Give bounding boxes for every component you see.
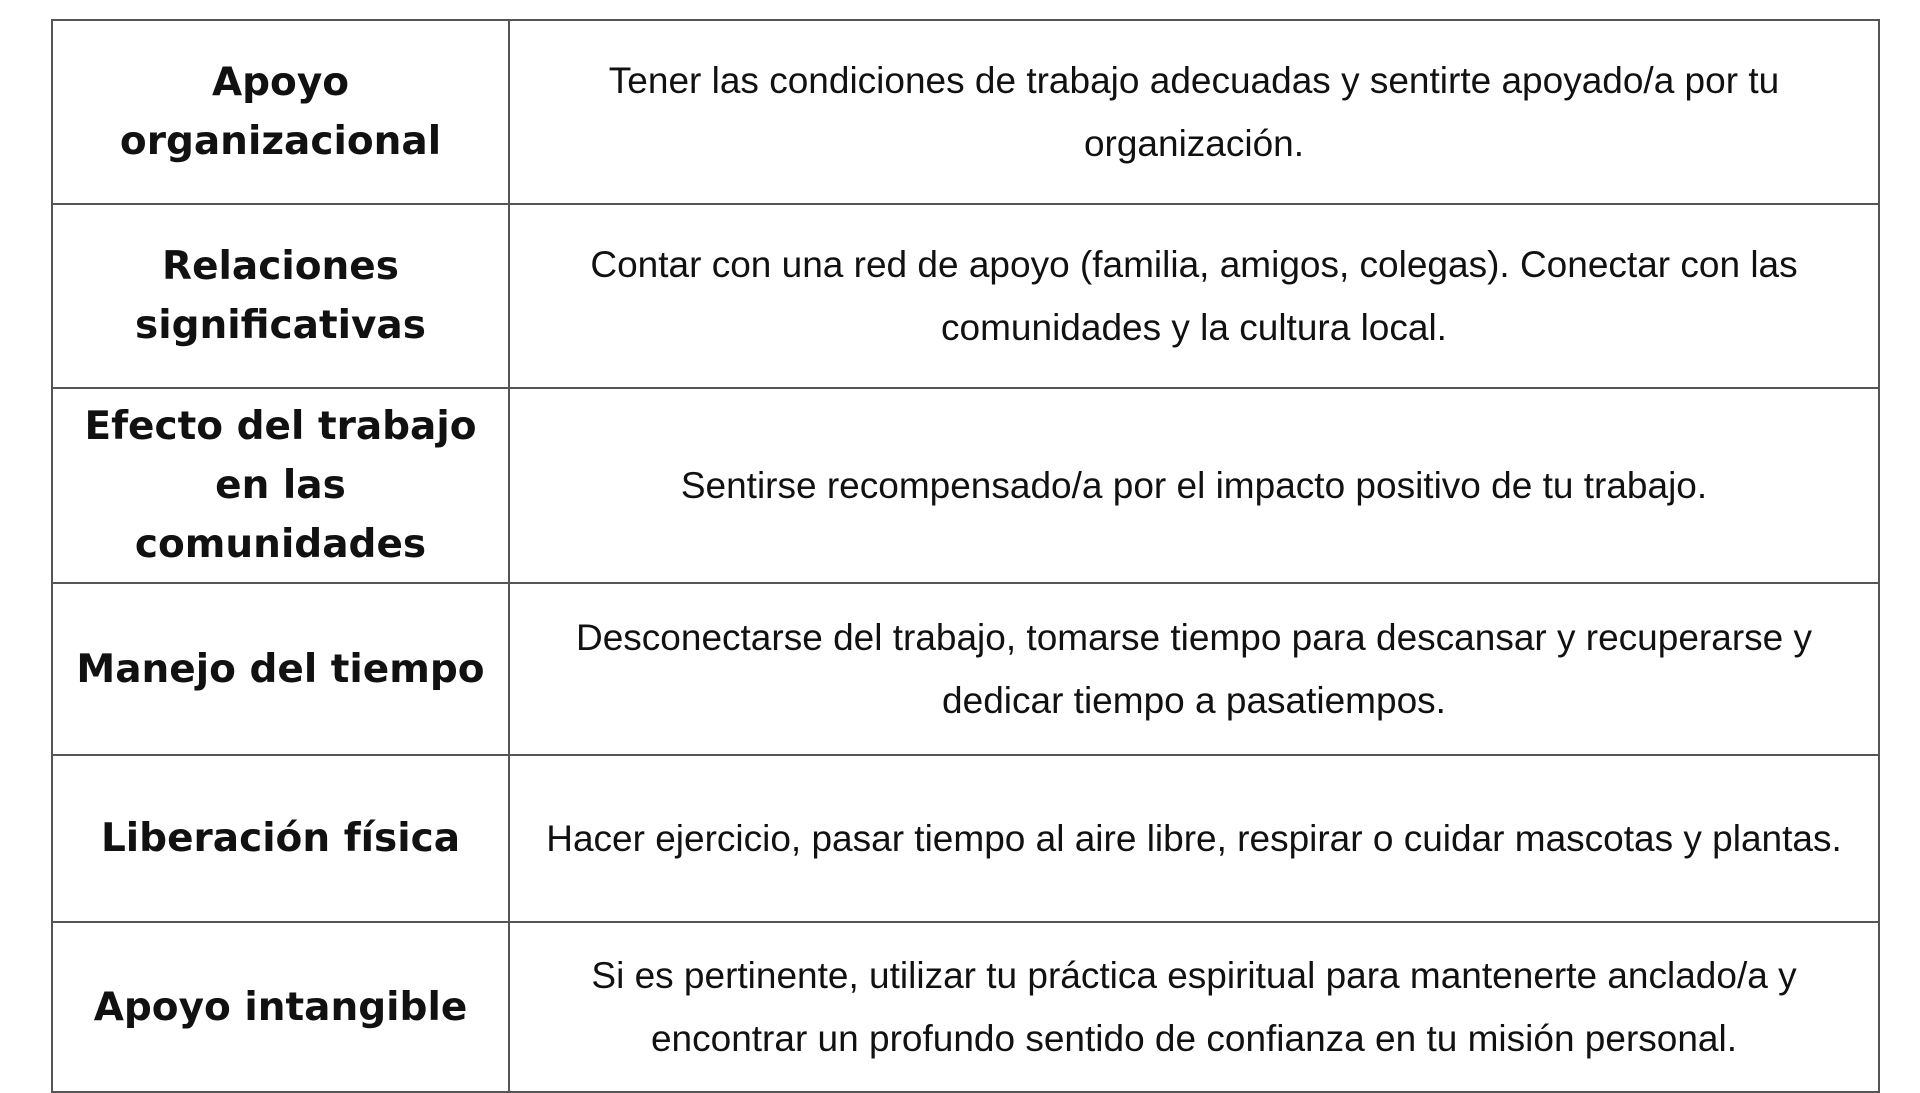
description-cell: Hacer ejercicio, pasar tiempo al aire libre, respirar o cuidar mascotas y plantas. [509,755,1879,922]
table-row [52,20,1879,204]
description-cell: Tener las condiciones de trabajo adecuadas y sentirte apoyado/a por tu organización. [509,20,1879,204]
term-cell: Relaciones significativas [52,204,509,388]
term-cell: Liberación física [52,755,509,922]
table-row [52,583,1879,755]
table-row [52,204,1879,388]
description-cell: Si es pertinente, utilizar tu práctica espiritual para mantenerte anclado/a y encontrar un profundo sentido de confianza en tu misión personal. [509,922,1879,1092]
term-cell: Apoyo organizacional [52,20,509,204]
table-row [52,755,1879,922]
term-cell: Manejo del tiempo [52,583,509,755]
description-cell: Contar con una red de apoyo (familia, amigos, colegas). Conectar con las comunidades y la cultura local. [509,204,1879,388]
term-cell: Apoyo intangible [52,922,509,1092]
description-cell: Desconectarse del trabajo, tomarse tiempo para descansar y recuperarse y dedicar tiempo a pasatiempos. [509,583,1879,755]
term-cell: Efecto del trabajo en las comunidades [52,388,509,583]
table-body [52,20,1879,1092]
description-cell: Sentirse recompensado/a por el impacto positivo de tu trabajo. [509,388,1879,583]
resilience-factors-table [51,19,1880,1093]
table-row [52,922,1879,1092]
table-row [52,388,1879,583]
